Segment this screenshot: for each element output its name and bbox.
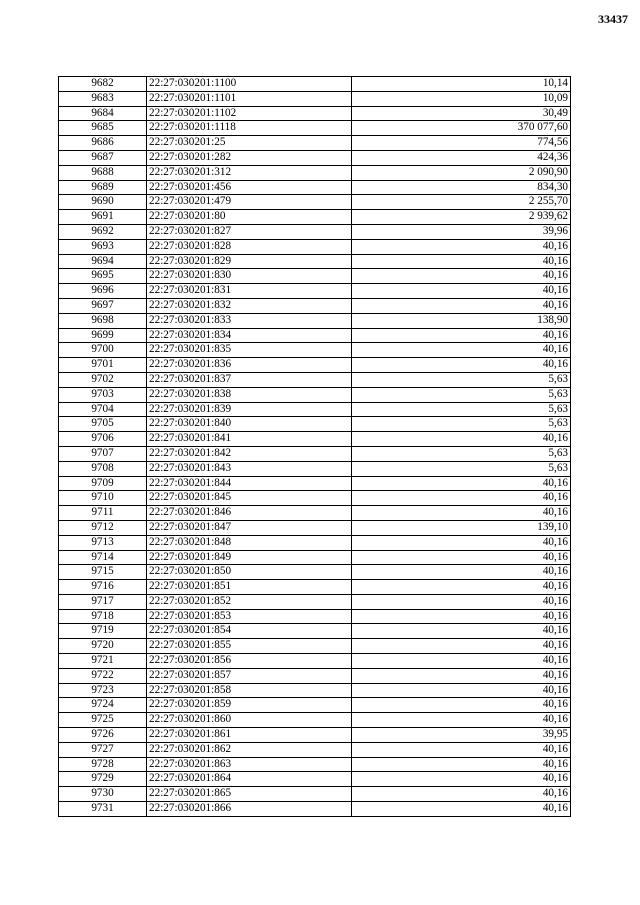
value-cell: 5,63: [352, 402, 571, 417]
table-row: [59, 654, 571, 669]
value-cell: 40,16: [352, 580, 571, 595]
table-row: [59, 772, 571, 787]
value-cell: 40,16: [352, 639, 571, 654]
table-row: [59, 668, 571, 683]
cadastral-number-cell: 22:27:030201:834: [147, 328, 352, 343]
cadastral-number-cell: 22:27:030201:860: [147, 713, 352, 728]
table-row: [59, 476, 571, 491]
row-number-cell: 9723: [59, 683, 147, 698]
row-number-cell: 9701: [59, 358, 147, 373]
value-cell: 139,10: [352, 520, 571, 535]
table-row: [59, 372, 571, 387]
cadastral-number-cell: 22:27:030201:833: [147, 313, 352, 328]
value-cell: 40,16: [352, 269, 571, 284]
value-cell: 5,63: [352, 387, 571, 402]
cadastral-number-cell: 22:27:030201:851: [147, 580, 352, 595]
table-row: [59, 802, 571, 817]
table-row: [59, 195, 571, 210]
table-row: [59, 165, 571, 180]
row-number-cell: 9703: [59, 387, 147, 402]
table-row: [59, 180, 571, 195]
row-number-cell: 9684: [59, 106, 147, 121]
table-row: [59, 136, 571, 151]
cadastral-number-cell: 22:27:030201:1100: [147, 77, 352, 92]
row-number-cell: 9686: [59, 136, 147, 151]
table-row: [59, 432, 571, 447]
value-cell: 40,16: [352, 668, 571, 683]
table-row: [59, 121, 571, 136]
row-number-cell: 9708: [59, 461, 147, 476]
table-row: [59, 550, 571, 565]
cadastral-number-cell: 22:27:030201:25: [147, 136, 352, 151]
row-number-cell: 9711: [59, 506, 147, 521]
value-cell: 10,14: [352, 77, 571, 92]
value-cell: 370 077,60: [352, 121, 571, 136]
value-cell: 40,16: [352, 239, 571, 254]
cadastral-number-cell: 22:27:030201:840: [147, 417, 352, 432]
value-cell: 40,16: [352, 358, 571, 373]
table-row: [59, 269, 571, 284]
table-row: [59, 594, 571, 609]
row-number-cell: 9716: [59, 580, 147, 595]
page-number: 33437: [598, 12, 628, 26]
table-row: [59, 358, 571, 373]
cadastral-number-cell: 22:27:030201:861: [147, 728, 352, 743]
row-number-cell: 9705: [59, 417, 147, 432]
value-cell: 40,16: [352, 713, 571, 728]
table-row: [59, 446, 571, 461]
row-number-cell: 9721: [59, 654, 147, 669]
value-cell: 774,56: [352, 136, 571, 151]
table-row: [59, 491, 571, 506]
table-row: [59, 77, 571, 92]
value-cell: 40,16: [352, 772, 571, 787]
value-cell: 40,16: [352, 742, 571, 757]
cadastral-number-cell: 22:27:030201:843: [147, 461, 352, 476]
cadastral-number-cell: 22:27:030201:830: [147, 269, 352, 284]
value-cell: 30,49: [352, 106, 571, 121]
row-number-cell: 9692: [59, 224, 147, 239]
table-row: [59, 106, 571, 121]
table-row: [59, 535, 571, 550]
cadastral-number-cell: 22:27:030201:80: [147, 210, 352, 225]
cadastral-number-cell: 22:27:030201:848: [147, 535, 352, 550]
row-number-cell: 9697: [59, 298, 147, 313]
value-cell: 5,63: [352, 446, 571, 461]
value-cell: 39,95: [352, 728, 571, 743]
cadastral-number-cell: 22:27:030201:862: [147, 742, 352, 757]
table-row: [59, 713, 571, 728]
table-row: [59, 683, 571, 698]
cadastral-number-cell: 22:27:030201:845: [147, 491, 352, 506]
cadastral-number-cell: 22:27:030201:856: [147, 654, 352, 669]
cadastral-number-cell: 22:27:030201:844: [147, 476, 352, 491]
row-number-cell: 9729: [59, 772, 147, 787]
table-row: [59, 624, 571, 639]
cadastral-number-cell: 22:27:030201:865: [147, 787, 352, 802]
cadastral-number-cell: 22:27:030201:847: [147, 520, 352, 535]
value-cell: 39,96: [352, 224, 571, 239]
cadastral-number-cell: 22:27:030201:854: [147, 624, 352, 639]
table-row: [59, 698, 571, 713]
value-cell: 5,63: [352, 417, 571, 432]
value-cell: 40,16: [352, 683, 571, 698]
table-row: [59, 757, 571, 772]
row-number-cell: 9689: [59, 180, 147, 195]
table-row: [59, 91, 571, 106]
value-cell: 2 255,70: [352, 195, 571, 210]
table-row: [59, 239, 571, 254]
value-cell: 40,16: [352, 328, 571, 343]
table-row: [59, 461, 571, 476]
row-number-cell: 9715: [59, 565, 147, 580]
cadastral-number-cell: 22:27:030201:853: [147, 609, 352, 624]
cadastral-number-cell: 22:27:030201:850: [147, 565, 352, 580]
table-body: [59, 77, 571, 817]
row-number-cell: 9724: [59, 698, 147, 713]
row-number-cell: 9719: [59, 624, 147, 639]
row-number-cell: 9722: [59, 668, 147, 683]
cadastral-number-cell: 22:27:030201:837: [147, 372, 352, 387]
table-row: [59, 313, 571, 328]
cadastral-number-cell: 22:27:030201:846: [147, 506, 352, 521]
value-cell: 40,16: [352, 654, 571, 669]
table-row: [59, 210, 571, 225]
row-number-cell: 9726: [59, 728, 147, 743]
row-number-cell: 9717: [59, 594, 147, 609]
row-number-cell: 9714: [59, 550, 147, 565]
cadastral-number-cell: 22:27:030201:832: [147, 298, 352, 313]
value-cell: 40,16: [352, 254, 571, 269]
table-row: [59, 639, 571, 654]
row-number-cell: 9707: [59, 446, 147, 461]
row-number-cell: 9725: [59, 713, 147, 728]
value-cell: 2 090,90: [352, 165, 571, 180]
cadastral-number-cell: 22:27:030201:855: [147, 639, 352, 654]
table-row: [59, 742, 571, 757]
row-number-cell: 9690: [59, 195, 147, 210]
table-row: [59, 787, 571, 802]
cadastral-number-cell: 22:27:030201:827: [147, 224, 352, 239]
row-number-cell: 9718: [59, 609, 147, 624]
value-cell: 40,16: [352, 698, 571, 713]
row-number-cell: 9713: [59, 535, 147, 550]
table-row: [59, 506, 571, 521]
value-cell: 40,16: [352, 624, 571, 639]
cadastral-number-cell: 22:27:030201:282: [147, 150, 352, 165]
value-cell: 40,16: [352, 284, 571, 299]
value-cell: 5,63: [352, 461, 571, 476]
value-cell: 40,16: [352, 506, 571, 521]
data-table: [58, 76, 571, 817]
row-number-cell: 9687: [59, 150, 147, 165]
cadastral-number-cell: 22:27:030201:857: [147, 668, 352, 683]
table-row: [59, 520, 571, 535]
table-row: [59, 402, 571, 417]
row-number-cell: 9699: [59, 328, 147, 343]
value-cell: 40,16: [352, 432, 571, 447]
cadastral-number-cell: 22:27:030201:863: [147, 757, 352, 772]
row-number-cell: 9702: [59, 372, 147, 387]
table-row: [59, 284, 571, 299]
value-cell: 40,16: [352, 343, 571, 358]
table-row: [59, 328, 571, 343]
cadastral-number-cell: 22:27:030201:836: [147, 358, 352, 373]
value-cell: 40,16: [352, 550, 571, 565]
value-cell: 40,16: [352, 609, 571, 624]
cadastral-number-cell: 22:27:030201:842: [147, 446, 352, 461]
cadastral-number-cell: 22:27:030201:456: [147, 180, 352, 195]
value-cell: 424,36: [352, 150, 571, 165]
row-number-cell: 9695: [59, 269, 147, 284]
value-cell: 40,16: [352, 491, 571, 506]
row-number-cell: 9696: [59, 284, 147, 299]
value-cell: 40,16: [352, 565, 571, 580]
row-number-cell: 9698: [59, 313, 147, 328]
cadastral-number-cell: 22:27:030201:859: [147, 698, 352, 713]
row-number-cell: 9706: [59, 432, 147, 447]
value-cell: 40,16: [352, 787, 571, 802]
row-number-cell: 9709: [59, 476, 147, 491]
row-number-cell: 9693: [59, 239, 147, 254]
cadastral-number-cell: 22:27:030201:849: [147, 550, 352, 565]
cadastral-number-cell: 22:27:030201:829: [147, 254, 352, 269]
value-cell: 138,90: [352, 313, 571, 328]
table-row: [59, 298, 571, 313]
row-number-cell: 9727: [59, 742, 147, 757]
value-cell: 5,63: [352, 372, 571, 387]
row-number-cell: 9730: [59, 787, 147, 802]
row-number-cell: 9683: [59, 91, 147, 106]
cadastral-number-cell: 22:27:030201:835: [147, 343, 352, 358]
table-row: [59, 254, 571, 269]
row-number-cell: 9688: [59, 165, 147, 180]
table-row: [59, 728, 571, 743]
cadastral-number-cell: 22:27:030201:858: [147, 683, 352, 698]
table-row: [59, 417, 571, 432]
cadastral-number-cell: 22:27:030201:1118: [147, 121, 352, 136]
row-number-cell: 9700: [59, 343, 147, 358]
table-row: [59, 580, 571, 595]
cadastral-number-cell: 22:27:030201:1102: [147, 106, 352, 121]
value-cell: 40,16: [352, 535, 571, 550]
row-number-cell: 9694: [59, 254, 147, 269]
row-number-cell: 9720: [59, 639, 147, 654]
cadastral-number-cell: 22:27:030201:852: [147, 594, 352, 609]
value-cell: 40,16: [352, 802, 571, 817]
cadastral-number-cell: 22:27:030201:838: [147, 387, 352, 402]
row-number-cell: 9682: [59, 77, 147, 92]
cadastral-number-cell: 22:27:030201:866: [147, 802, 352, 817]
value-cell: 40,16: [352, 594, 571, 609]
table-row: [59, 224, 571, 239]
cadastral-number-cell: 22:27:030201:1101: [147, 91, 352, 106]
cadastral-number-cell: 22:27:030201:479: [147, 195, 352, 210]
row-number-cell: 9704: [59, 402, 147, 417]
cadastral-number-cell: 22:27:030201:831: [147, 284, 352, 299]
row-number-cell: 9728: [59, 757, 147, 772]
cadastral-number-cell: 22:27:030201:828: [147, 239, 352, 254]
value-cell: 40,16: [352, 476, 571, 491]
value-cell: 40,16: [352, 757, 571, 772]
cadastral-number-cell: 22:27:030201:839: [147, 402, 352, 417]
table-row: [59, 609, 571, 624]
value-cell: 10,09: [352, 91, 571, 106]
value-cell: 40,16: [352, 298, 571, 313]
table-row: [59, 565, 571, 580]
value-cell: 2 939,62: [352, 210, 571, 225]
value-cell: 834,30: [352, 180, 571, 195]
cadastral-number-cell: 22:27:030201:312: [147, 165, 352, 180]
cadastral-number-cell: 22:27:030201:864: [147, 772, 352, 787]
row-number-cell: 9731: [59, 802, 147, 817]
cadastral-number-cell: 22:27:030201:841: [147, 432, 352, 447]
row-number-cell: 9691: [59, 210, 147, 225]
table-row: [59, 150, 571, 165]
table-row: [59, 343, 571, 358]
table-row: [59, 387, 571, 402]
row-number-cell: 9712: [59, 520, 147, 535]
row-number-cell: 9685: [59, 121, 147, 136]
row-number-cell: 9710: [59, 491, 147, 506]
